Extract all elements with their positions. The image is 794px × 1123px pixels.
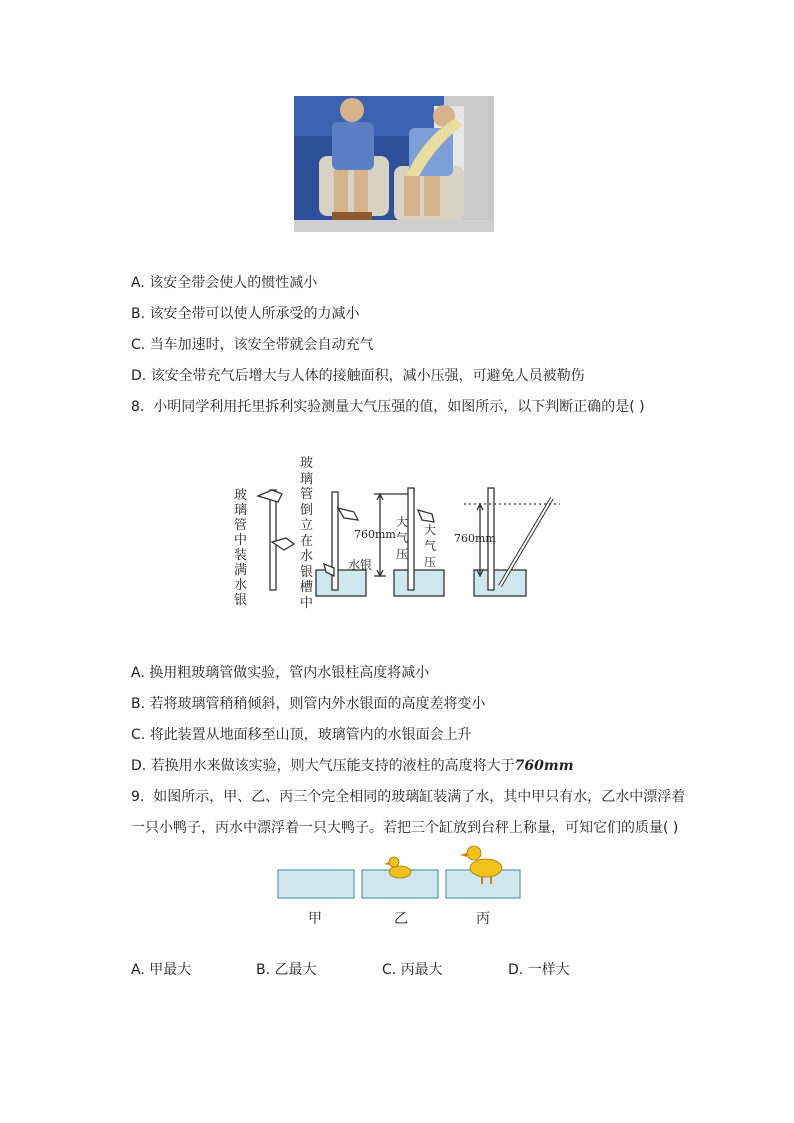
q9-stem-line2: 一只小鸭子，丙水中漂浮着一只大鸭子。若把三个缸放到台秤上称量，可知它们的质量( ) xyxy=(131,820,679,836)
tanks-figure xyxy=(276,842,526,928)
tank-label-yi: 乙 xyxy=(394,911,408,927)
tank-label-jia: 甲 xyxy=(308,911,322,927)
q9-option-c: C. 丙最大 xyxy=(382,962,443,978)
q8-option-a: A. 换用粗玻璃管做实验，管内水银柱高度将减小 xyxy=(131,665,430,681)
q7-photo xyxy=(294,96,494,232)
q9-option-a: A. 甲最大 xyxy=(131,962,192,978)
q8-option-c: C. 将此装置从地面移至山顶，玻璃管内的水银面会上升 xyxy=(131,727,472,743)
q8-option-b: B. 若将玻璃管稍稍倾斜，则管内外水银面的高度差将变小 xyxy=(131,696,486,712)
q7-option-a: A. 该安全带会使人的惯性减小 xyxy=(131,275,318,291)
q8-stem: 8. 小明同学利用托里拆利实验测量大气压强的值，如图所示，以下判断正确的是( ) xyxy=(131,399,645,415)
label-760-right: 760mm xyxy=(454,532,496,545)
label-760-middle: 760mm xyxy=(354,528,396,541)
crash-test-photo xyxy=(294,96,494,232)
q8-option-d: D. 若换用水来做该实验，则大气压能支持的液柱的高度将大于760mm xyxy=(131,758,574,774)
label-mercury: 水银 xyxy=(348,558,373,572)
q9-option-b: B. 乙最大 xyxy=(256,962,317,978)
q7-option-d: D. 该安全带充气后增大与人体的接触面积，减小压强，可避免人员被勒伤 xyxy=(131,368,585,384)
q7-option-c: C. 当车加速时，该安全带就会自动充气 xyxy=(131,337,374,353)
label-atm-left: 大 气 压 xyxy=(396,515,409,561)
q9-option-d: D. 一样大 xyxy=(508,962,570,978)
label-invert-tube: 玻 璃 管 倒 立 在 水 银 槽 中 xyxy=(300,456,314,611)
torricelli-figure xyxy=(228,452,588,628)
tank-label-bing: 丙 xyxy=(476,911,490,927)
q7-option-b: B. 该安全带可以使人所承受的力减小 xyxy=(131,306,360,322)
q9-stem-line1: 9. 如图所示，甲、乙、丙三个完全相同的玻璃缸装满了水，其中甲只有水，乙水中漂浮着 xyxy=(131,789,686,805)
tanks-svg xyxy=(276,842,526,904)
label-fill-tube: 玻 璃 管 中 装 满 水 银 xyxy=(234,488,248,608)
label-atm-right: 大 气 压 xyxy=(424,523,437,569)
